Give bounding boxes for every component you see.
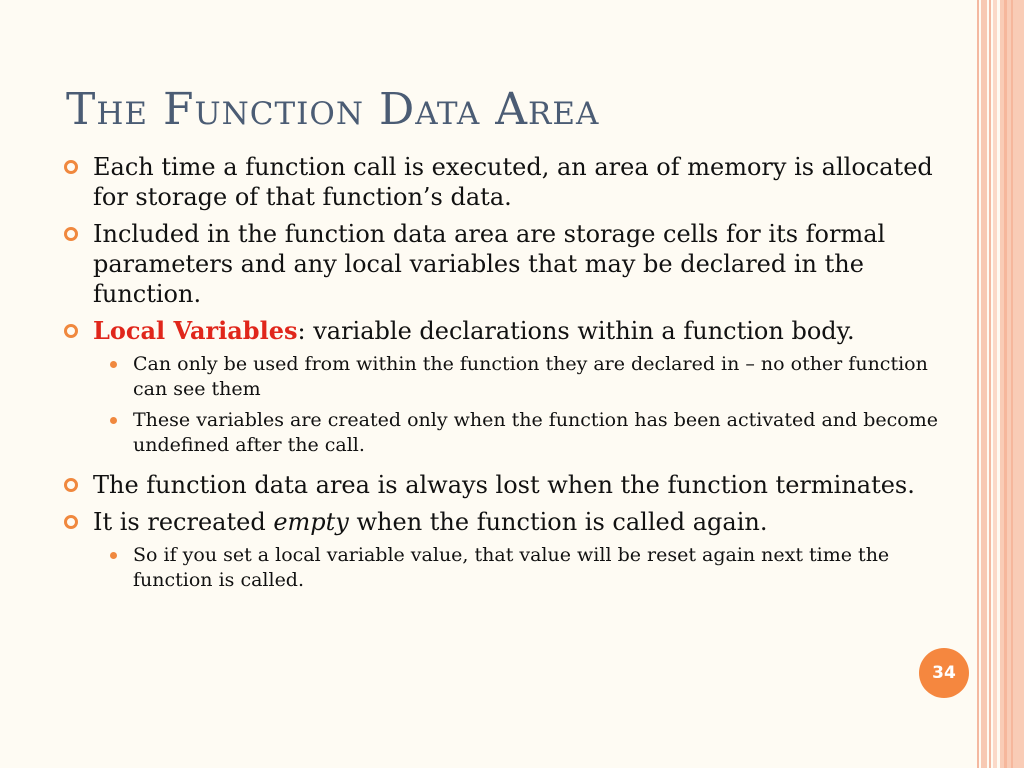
bullet-item	[60, 152, 960, 212]
dot-bullet-icon	[110, 361, 117, 368]
decor-stripe	[1004, 0, 1007, 768]
bullet-item	[60, 219, 960, 309]
bullet-text: : variable declarations within a function body.	[297, 317, 855, 345]
bullet-text: Included in the function data area are storage cells for its formal parameters and any local variables that may be declared in the function.	[93, 220, 886, 308]
bullet-item	[60, 470, 960, 500]
decor-stripe	[989, 0, 991, 768]
bullet-text: It is recreated	[93, 508, 274, 536]
dot-bullet-icon	[110, 417, 117, 424]
decor-stripe	[977, 0, 979, 768]
circle-bullet-icon	[64, 160, 78, 174]
bullet-item	[60, 507, 960, 537]
sub-bullet-text: So if you set a local variable value, that value will be reset again next time the function is called.	[133, 544, 890, 591]
decor-stripe	[981, 0, 987, 768]
decor-stripe	[993, 0, 997, 768]
bullet-text: Each time a function call is executed, an area of memory is allocated for storage of that function’s data.	[93, 153, 933, 211]
bullet-text: when the function is called again.	[348, 508, 768, 536]
circle-bullet-icon	[64, 478, 78, 492]
emphasis-text: empty	[273, 508, 349, 536]
page-number-badge: 34	[919, 648, 969, 698]
circle-bullet-icon	[64, 227, 78, 241]
slide-body	[60, 148, 960, 593]
bullet-text: The function data area is always lost when the function terminates.	[93, 471, 915, 499]
circle-bullet-icon	[64, 515, 78, 529]
circle-bullet-icon	[64, 324, 78, 338]
dot-bullet-icon	[110, 552, 117, 559]
slide-title: The Function Data Area	[66, 84, 600, 135]
bullet-item	[60, 316, 960, 346]
sub-bullet-item	[60, 352, 960, 402]
sub-bullet-item	[60, 408, 960, 458]
sub-bullet-text: These variables are created only when the function has been activated and become undefined after the call.	[133, 409, 938, 456]
sub-bullet-text: Can only be used from within the function they are declared in – no other function can see them	[133, 353, 928, 400]
decor-stripe	[1011, 0, 1013, 768]
sub-bullet-item	[60, 543, 960, 593]
highlight-term: Local Variables	[93, 316, 298, 345]
